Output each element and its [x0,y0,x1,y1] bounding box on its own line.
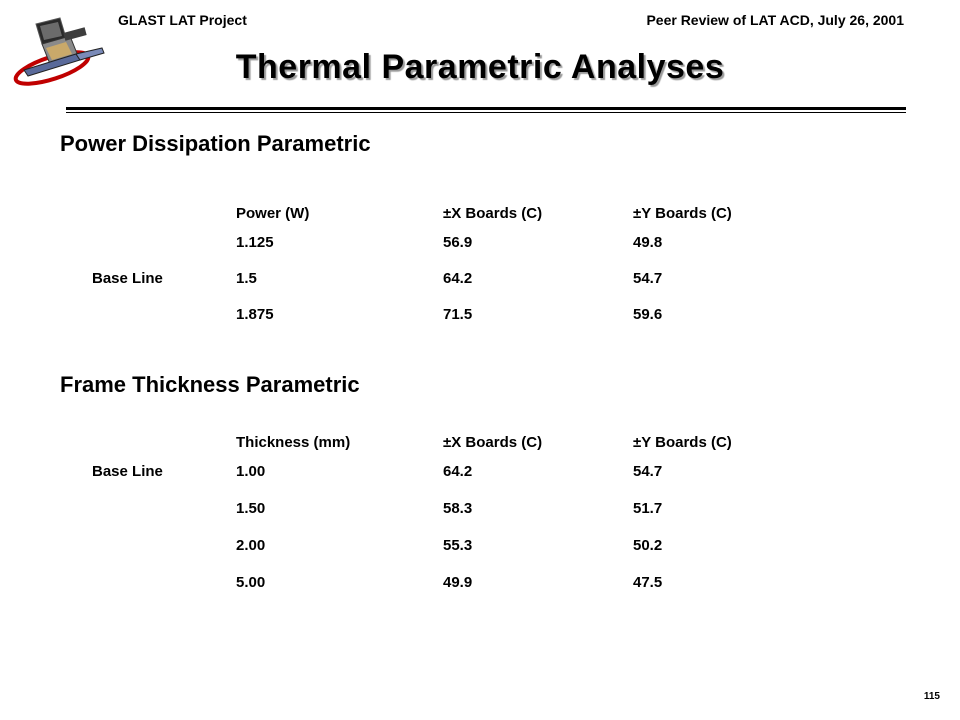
table-cell: 71.5 [443,306,473,323]
table-cell: 2.00 [236,537,266,554]
column-header: ±X Boards (C) [443,434,543,451]
table-cell: 55.3 [443,537,473,554]
column-header: Power (W) [236,205,310,222]
table-cell: 64.2 [443,463,473,480]
table-cell: 1.00 [236,463,266,480]
table-cell: 49.9 [443,574,473,591]
table-cell: 64.2 [443,270,473,287]
table-cell: 49.8 [633,234,663,251]
table-cell: 59.6 [633,306,663,323]
power-section-title: Power Dissipation Parametric [60,131,371,156]
header-review-label: Peer Review of LAT ACD, July 26, 2001 [646,12,904,28]
table-cell: 1.875 [236,306,274,323]
table-cell: 47.5 [633,574,663,591]
table-cell: 5.00 [236,574,266,591]
row-label: Base Line [92,270,163,287]
table-cell: 1.5 [236,270,257,287]
table-cell: 56.9 [443,234,473,251]
table-cell: 54.7 [633,270,663,287]
table-cell: 1.50 [236,500,266,517]
column-header: Thickness (mm) [236,434,351,451]
table-cell: 54.7 [633,463,663,480]
title-divider [66,107,906,113]
column-header: ±Y Boards (C) [633,205,732,222]
column-header: ±X Boards (C) [443,205,543,222]
table-cell: 1.125 [236,234,274,251]
row-label: Base Line [92,463,163,480]
table-cell: 51.7 [633,500,663,517]
page-number: 115 [923,691,940,702]
table-cell: 58.3 [443,500,473,517]
table-cell: 50.2 [633,537,663,554]
header-project-label: GLAST LAT Project [118,12,247,28]
column-header: ±Y Boards (C) [633,434,732,451]
frame-section-title: Frame Thickness Parametric [60,372,360,397]
page-title: Thermal Parametric Analyses [235,48,725,86]
